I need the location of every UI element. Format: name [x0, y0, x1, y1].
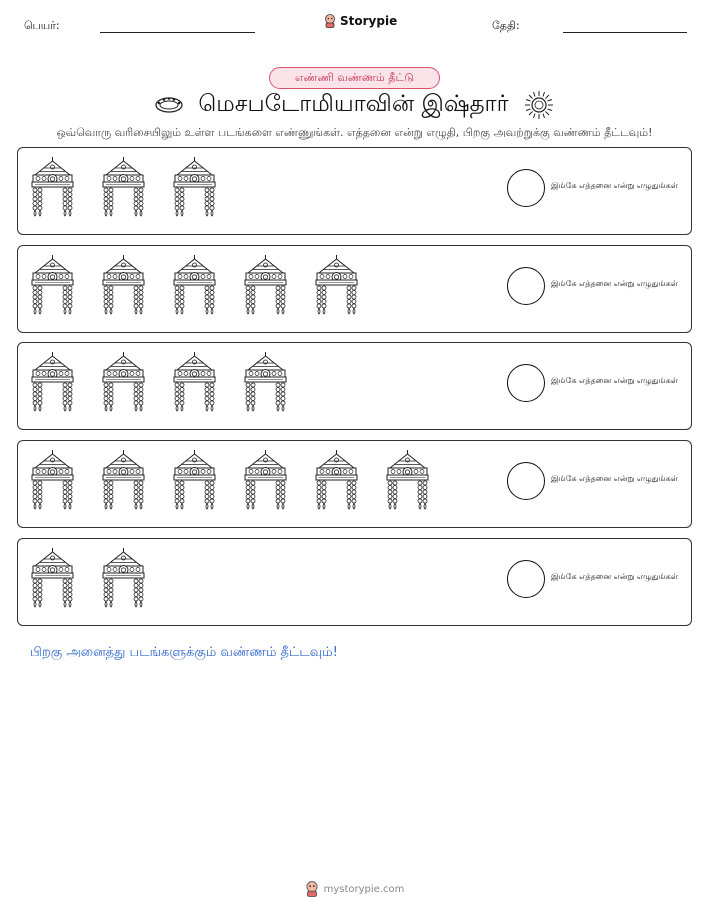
activity-badge: எண்ணி வண்ணம் தீட்டு: [269, 67, 440, 89]
answer-circle[interactable]: [507, 462, 545, 500]
headdress-icon[interactable]: [101, 547, 146, 609]
answer-circle[interactable]: [507, 267, 545, 305]
answer-circle[interactable]: [507, 560, 545, 598]
answer-circle[interactable]: [507, 169, 545, 207]
headdress-icon[interactable]: [30, 156, 75, 218]
storypie-logo-icon: [324, 14, 336, 28]
headdress-icon[interactable]: [314, 449, 359, 511]
row-items: [30, 254, 359, 316]
answer-hint: இங்கே எத்தனை என்று எழுதுங்கள்: [551, 181, 678, 190]
headdress-icon[interactable]: [243, 254, 288, 316]
count-row-3: [17, 342, 692, 430]
answer-hint: இங்கே எத்தனை என்று எழுதுங்கள்: [551, 376, 678, 385]
bracelet-icon: [154, 94, 184, 116]
headdress-icon[interactable]: [30, 351, 75, 413]
footer-note: பிறகு அனைத்து படங்களுக்கும் வண்ணம் தீட்டவும்!: [30, 645, 338, 660]
headdress-icon[interactable]: [172, 254, 217, 316]
answer-hint: இங்கே எத்தனை என்று எழுதுங்கள்: [551, 474, 678, 483]
name-line[interactable]: [100, 32, 255, 33]
brand: [324, 14, 397, 28]
row-items: [30, 156, 217, 218]
headdress-icon[interactable]: [172, 449, 217, 511]
headdress-icon[interactable]: [101, 351, 146, 413]
storypie-logo-icon: [305, 881, 319, 897]
headdress-icon[interactable]: [101, 449, 146, 511]
site-footer: [0, 881, 709, 897]
site-url: mystorypie.com: [323, 883, 405, 895]
headdress-icon[interactable]: [243, 351, 288, 413]
row-items: [30, 547, 146, 609]
headdress-icon[interactable]: [385, 449, 430, 511]
headdress-icon[interactable]: [30, 449, 75, 511]
headdress-icon[interactable]: [30, 254, 75, 316]
date-line[interactable]: [563, 32, 687, 33]
answer-hint: இங்கே எத்தனை என்று எழுதுங்கள்: [551, 279, 678, 288]
count-row-2: [17, 245, 692, 333]
headdress-icon[interactable]: [101, 254, 146, 316]
count-row-4: [17, 440, 692, 528]
headdress-icon[interactable]: [172, 351, 217, 413]
page-title: மெசபடோமியாவின் இஷ்தார்: [198, 90, 509, 117]
count-row-5: [17, 538, 692, 626]
instructions: ஒவ்வொரு வரிசையிலும் உள்ள படங்களை எண்ணுங்கள். எத்தனை என்று எழுதி, பிறகு அவற்றுக்கு வண்ணம் தீட்டவும்!: [56, 126, 653, 139]
headdress-icon[interactable]: [30, 547, 75, 609]
date-label: தேதி:: [492, 19, 520, 32]
headdress-icon[interactable]: [314, 254, 359, 316]
name-label: பெயர்:: [24, 19, 60, 32]
brand-name: Storypie: [340, 14, 398, 28]
headdress-icon[interactable]: [101, 156, 146, 218]
answer-hint: இங்கே எத்தனை என்று எழுதுங்கள்: [551, 572, 678, 581]
sun-icon: [523, 89, 555, 121]
page-title-wrap: [0, 88, 709, 122]
count-row-1: [17, 147, 692, 235]
headdress-icon[interactable]: [243, 449, 288, 511]
headdress-icon[interactable]: [172, 156, 217, 218]
row-items: [30, 351, 288, 413]
row-items: [30, 449, 430, 511]
answer-circle[interactable]: [507, 364, 545, 402]
